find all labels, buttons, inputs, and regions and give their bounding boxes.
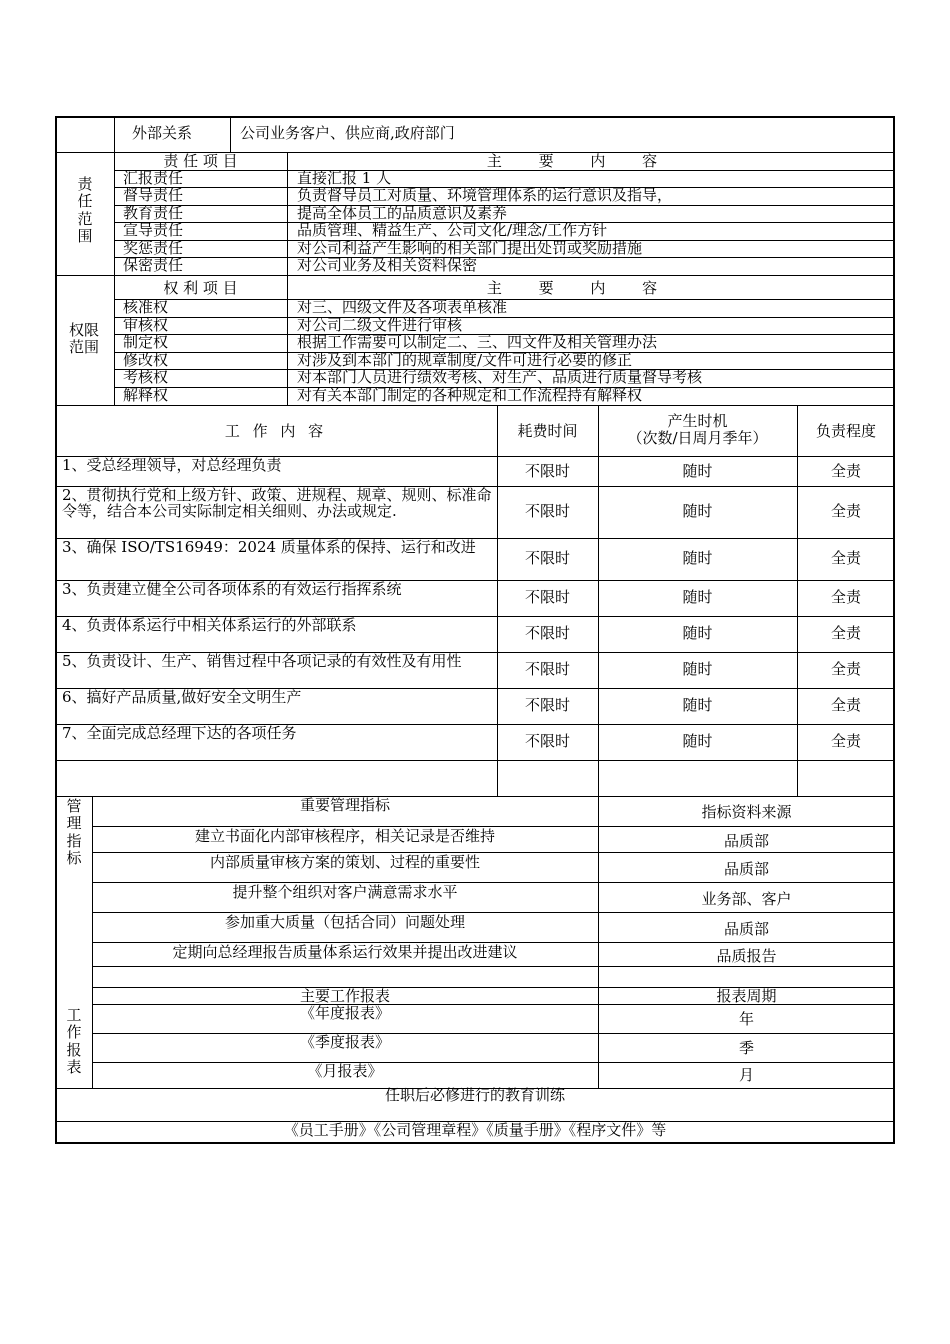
grid-line <box>287 152 288 405</box>
grid-line <box>55 760 895 761</box>
training-title: 任职后必修进行的教育训练 <box>384 1086 565 1104</box>
indicator-source: 品质报告 <box>716 947 777 965</box>
work-item-degree: 全责 <box>830 588 861 606</box>
work-item-degree: 全责 <box>830 732 861 750</box>
grid-line <box>92 882 895 883</box>
work-header-timing-detail: （次数/日周月季年） <box>627 429 768 447</box>
authority-content: 对有关本部门制定的各种规定和工作流程持有解释权 <box>297 386 643 404</box>
indicator-source: 品质部 <box>723 860 769 878</box>
report-period: 月 <box>738 1066 754 1084</box>
authority-item: 制定权 <box>123 333 169 351</box>
responsibility-content: 对公司利益产生影响的相关部门提出处罚或奖励措施 <box>297 239 643 257</box>
authority-content: 对公司二级文件进行审核 <box>297 316 463 334</box>
work-item-timing: 随时 <box>682 732 713 750</box>
external-relations-value: 公司业务客户、供应商,政府部门 <box>240 124 455 142</box>
authority-item: 考核权 <box>123 368 169 386</box>
responsibility-content: 品质管理、精益生产、公司文化/理念/工作方针 <box>297 221 608 239</box>
work-item-content: 3、负责建立健全公司各项体系的有效运行指挥系统 <box>62 580 402 598</box>
work-item-content: 5、负责设计、生产、销售过程中各项记录的有效性及有用性 <box>62 652 462 670</box>
work-item-degree: 全责 <box>830 549 861 567</box>
responsibility-item: 保密责任 <box>123 256 184 274</box>
grid-line <box>114 257 895 258</box>
authority-content: 对本部门人员进行绩效考核、对生产、品质进行质量督导考核 <box>297 368 703 386</box>
work-item-timing: 随时 <box>682 660 713 678</box>
indicator-source: 品质部 <box>723 920 769 938</box>
work-item-time: 不限时 <box>524 549 570 567</box>
authority-item: 审核权 <box>123 316 169 334</box>
grid-line <box>114 170 895 171</box>
responsibility-content: 负责督导员工对质量、环境管理体系的运行意识及指导， <box>297 186 673 204</box>
work-item-time: 不限时 <box>524 696 570 714</box>
report-item: 《年度报表》 <box>299 1004 390 1022</box>
responsibility-item: 奖惩责任 <box>123 239 184 257</box>
report-item: 《季度报表》 <box>299 1033 390 1051</box>
work-item-timing: 随时 <box>682 696 713 714</box>
responsibility-side-label: 责任范围 <box>77 175 93 245</box>
work-item-time: 不限时 <box>524 624 570 642</box>
work-item-timing: 随时 <box>682 502 713 520</box>
indicator-source: 品质部 <box>723 832 769 850</box>
authority-content: 对三、四级文件及各项表单核准 <box>297 298 508 316</box>
work-header-time: 耗费时间 <box>517 422 578 440</box>
training-content: 《员工手册》《公司管理章程》《质量手册》《程序文件》等 <box>283 1121 667 1139</box>
report-item: 《月报表》 <box>307 1062 383 1080</box>
indicator-item: 提升整个组织对客户满意需求水平 <box>232 883 458 901</box>
authority-header-content: 主 要 内 容 <box>486 279 674 297</box>
indicator-item: 参加重大质量（包括合同）问题处理 <box>224 913 465 931</box>
work-item-time: 不限时 <box>524 462 570 480</box>
work-header-timing: 产生时机 <box>667 412 728 430</box>
work-item-content: 2、贯彻执行党和上级方针、政策、进规程、规章、规则、标准命令等，结合本公司实际制定相关细则、办法或规定. <box>62 486 492 520</box>
work-item-timing: 随时 <box>682 549 713 567</box>
grid-line <box>114 317 895 318</box>
authority-content: 对涉及到本部门的规章制度/文件可进行必要的修正 <box>297 351 633 369</box>
work-item-degree: 全责 <box>830 696 861 714</box>
grid-line <box>92 912 895 913</box>
authority-item: 核准权 <box>123 298 169 316</box>
indicator-item: 定期向总经理报告质量体系运行效果并提出改进建议 <box>172 943 518 961</box>
work-item-degree: 全责 <box>830 624 861 642</box>
responsibility-item: 教育责任 <box>123 204 184 222</box>
work-item-degree: 全责 <box>830 660 861 678</box>
work-item-content: 3、确保 ISO/TS16949：2024 质量体系的保持、运行和改进 <box>62 538 476 556</box>
responsibility-item: 宣导责任 <box>123 221 184 239</box>
grid-line <box>92 966 895 967</box>
responsibility-header-item: 责 任 项 目 <box>163 152 238 170</box>
work-item-content: 1、受总经理领导，对总经理负责 <box>62 456 282 474</box>
row-divider <box>55 796 895 797</box>
indicator-item: 建立书面化内部审核程序，相关记录是否维持 <box>194 827 495 845</box>
authority-content: 根据工作需要可以制定二、三、四文件及相关管理办法 <box>297 333 658 351</box>
work-item-time: 不限时 <box>524 588 570 606</box>
reports-header-period: 报表周期 <box>716 987 777 1005</box>
authority-header-item: 权 利 项 目 <box>163 279 238 297</box>
work-item-timing: 随时 <box>682 588 713 606</box>
responsibility-content: 对公司业务及相关资料保密 <box>297 256 478 274</box>
indicators-side-label: 管理指标 <box>66 797 82 867</box>
authority-item: 解释权 <box>123 386 169 404</box>
row-divider <box>55 405 895 406</box>
report-period: 季 <box>738 1039 754 1057</box>
reports-side-label: 工作报表 <box>66 1006 82 1076</box>
responsibility-item: 汇报责任 <box>123 169 184 187</box>
work-item-time: 不限时 <box>524 502 570 520</box>
work-item-content: 7、全面完成总经理下达的各项任务 <box>62 724 297 742</box>
work-item-degree: 全责 <box>830 502 861 520</box>
row-divider <box>55 275 895 276</box>
responsibility-item: 督导责任 <box>123 186 184 204</box>
work-header-degree: 负责程度 <box>815 422 876 440</box>
grid-line <box>92 1033 895 1034</box>
grid-line <box>92 1062 895 1063</box>
report-period: 年 <box>738 1010 754 1028</box>
work-item-degree: 全责 <box>830 462 861 480</box>
grid-line <box>230 116 231 152</box>
authority-item: 修改权 <box>123 351 169 369</box>
work-header-content: 工 作 内 容 <box>224 422 328 440</box>
responsibility-header-content: 主 要 内 容 <box>486 152 674 170</box>
indicator-item: 内部质量审核方案的策划、过程的重要性 <box>209 853 480 871</box>
responsibility-content: 直接汇报 1 人 <box>297 169 392 187</box>
reports-header-item: 主要工作报表 <box>299 987 390 1005</box>
external-relations-label: 外部关系 <box>132 124 193 142</box>
responsibility-content: 提高全体员工的品质意识及素养 <box>297 204 508 222</box>
authority-side-label: 权限范围 <box>68 321 99 357</box>
indicator-source: 业务部、客户 <box>701 890 792 908</box>
work-item-time: 不限时 <box>524 660 570 678</box>
work-item-content: 6、搞好产品质量,做好安全文明生产 <box>62 688 302 706</box>
work-item-time: 不限时 <box>524 732 570 750</box>
work-item-timing: 随时 <box>682 624 713 642</box>
indicators-header-source: 指标资料来源 <box>701 803 792 821</box>
work-item-timing: 随时 <box>682 462 713 480</box>
indicators-header-item: 重要管理指标 <box>299 796 390 814</box>
work-item-content: 4、负责体系运行中相关体系运行的外部联系 <box>62 616 357 634</box>
